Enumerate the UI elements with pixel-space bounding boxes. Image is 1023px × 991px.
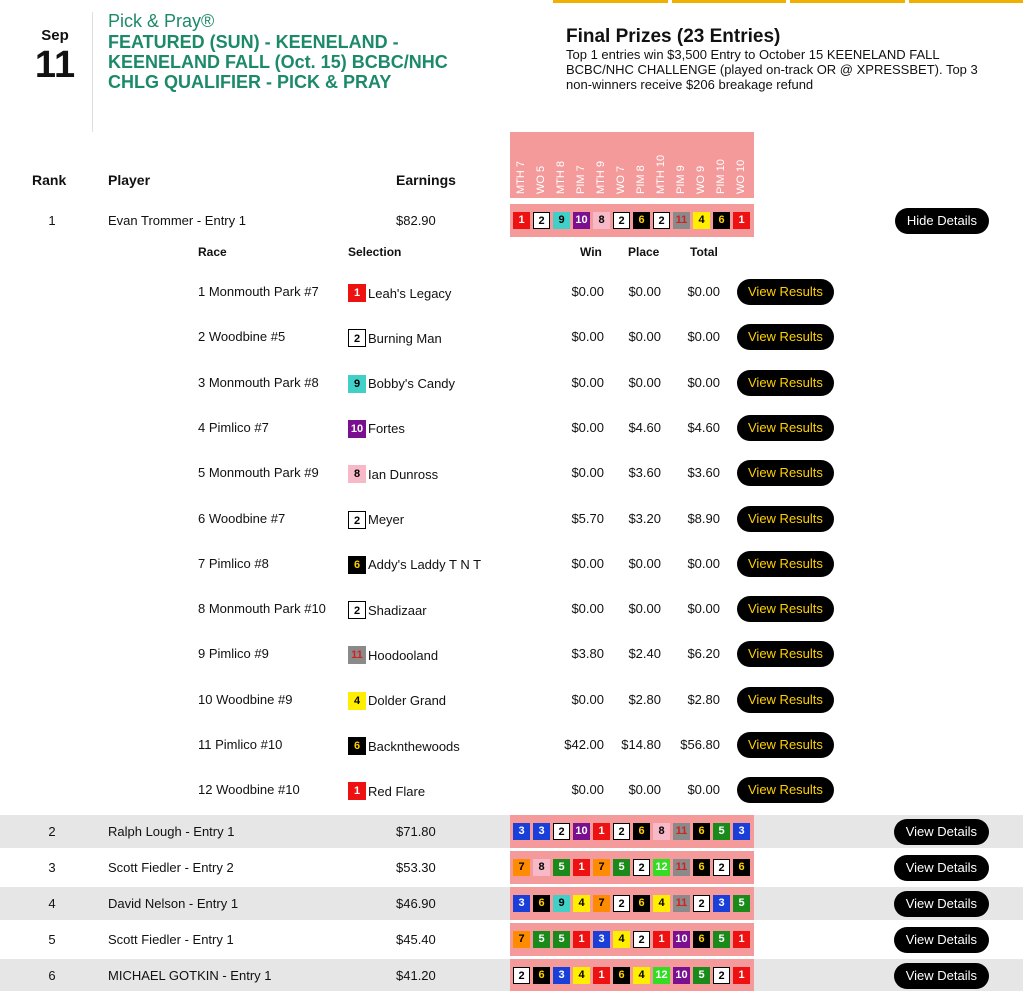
- leaderboard-row: [0, 204, 1023, 237]
- horse-name: Backnthewoods: [368, 738, 460, 754]
- total-payout: $3.60: [687, 465, 720, 481]
- earnings-value: $41.20: [396, 968, 436, 983]
- place-header: Place: [628, 245, 660, 259]
- program-number-badge: 7: [513, 931, 530, 948]
- horse-name: Shadizaar: [368, 602, 427, 618]
- detail-row: [0, 775, 1023, 805]
- race-name: 6 Woodbine #7: [198, 510, 286, 526]
- race-name: 5 Monmouth Park #9: [198, 465, 319, 481]
- win-payout: $0.00: [571, 284, 604, 299]
- earnings-value: $45.40: [396, 932, 436, 947]
- total-header: Total: [690, 245, 718, 259]
- program-number-badge: 5: [553, 859, 570, 876]
- program-number-badge: 2: [553, 823, 570, 840]
- race-column-header: [733, 132, 753, 198]
- horse-name: Red Flare: [368, 783, 426, 799]
- horse-name: Addy's Laddy T N T: [368, 557, 482, 573]
- picks-strip: [510, 204, 754, 237]
- program-number-badge: 2: [613, 823, 630, 840]
- total-payout: $0.00: [687, 555, 720, 571]
- program-number-badge: 2: [613, 212, 630, 229]
- total-payout: $4.60: [687, 419, 720, 435]
- selection: [348, 646, 438, 664]
- selection: [348, 465, 438, 483]
- race-column-label: WO 9: [695, 165, 707, 194]
- race-name: 8 Monmouth Park #10: [198, 601, 326, 617]
- program-number-badge: 5: [713, 823, 730, 840]
- race-column-label: MTH 8: [555, 161, 567, 194]
- program-number-badge: 9: [348, 375, 366, 393]
- race-name: 10 Woodbine #9: [198, 691, 293, 707]
- player-name: Scott Fiedler - Entry 2: [108, 860, 234, 875]
- leaderboard-row: [0, 851, 1023, 884]
- win-payout: $5.70: [571, 510, 604, 526]
- view-details-button[interactable]: View Details: [894, 963, 989, 989]
- earnings-value: $82.90: [396, 213, 436, 228]
- rank-value: 2: [48, 824, 56, 839]
- program-number-badge: 8: [653, 823, 670, 840]
- win-payout: $3.80: [571, 646, 604, 662]
- detail-row: [0, 639, 1023, 669]
- prizes-heading: Final Prizes (23 Entries): [566, 26, 781, 47]
- horse-name: Hoodooland: [368, 647, 439, 663]
- selection: [348, 737, 460, 755]
- view-results-button[interactable]: View Results: [737, 596, 834, 622]
- view-results-button[interactable]: View Results: [737, 370, 834, 396]
- program-number-badge: 11: [348, 646, 366, 664]
- race-column-header: [613, 132, 633, 198]
- win-payout: $0.00: [571, 555, 604, 571]
- program-number-badge: 5: [713, 931, 730, 948]
- race-column-label: PIM 9: [675, 165, 687, 194]
- detail-row: [0, 504, 1023, 534]
- total-payout: $2.80: [687, 691, 720, 707]
- earnings-value: $71.80: [396, 824, 436, 839]
- program-number-badge: 7: [593, 895, 610, 912]
- detail-row: [0, 730, 1023, 760]
- prizes-text: Top 1 entries win $3,500 Entry to October 15 KEENELAND FALL BCBC/NHC CHALLENGE (played on-track OR @ XPRESSBET). Top 3 non-winners receive $206 breakage refund: [566, 47, 978, 92]
- place-payout: $0.00: [628, 601, 661, 617]
- leaderboard-header: [0, 132, 1023, 198]
- place-payout: $3.20: [628, 510, 661, 526]
- view-results-button[interactable]: View Results: [737, 279, 834, 305]
- program-number-badge: 6: [633, 895, 650, 912]
- horse-name: Dolder Grand: [368, 693, 447, 709]
- selection: [348, 329, 442, 347]
- program-number-badge: 4: [573, 895, 590, 912]
- program-number-badge: 11: [673, 895, 690, 912]
- program-number-badge: 6: [693, 931, 710, 948]
- place-payout: $0.00: [628, 782, 661, 798]
- detail-row: [0, 458, 1023, 488]
- top-tab-strip: [553, 0, 1023, 3]
- program-number-badge: 2: [348, 511, 366, 529]
- horse-name: Burning Man: [368, 330, 442, 346]
- date-month: Sep: [41, 27, 69, 44]
- program-number-badge: 3: [513, 823, 530, 840]
- program-number-badge: 5: [733, 895, 750, 912]
- player-name: Scott Fiedler - Entry 1: [108, 932, 234, 947]
- race-name: 4 Pimlico #7: [198, 419, 269, 435]
- view-details-button[interactable]: View Details: [894, 927, 989, 953]
- leaderboard-row: [0, 923, 1023, 956]
- program-number-badge: 6: [613, 967, 630, 984]
- program-number-badge: 10: [573, 212, 590, 229]
- program-number-badge: 6: [533, 895, 550, 912]
- program-number-badge: 9: [553, 212, 570, 229]
- program-number-badge: 2: [633, 859, 650, 876]
- program-number-badge: 3: [533, 823, 550, 840]
- race-column-label: MTH 10: [655, 154, 667, 194]
- leaderboard-row: [0, 815, 1023, 848]
- race-name: 12 Woodbine #10: [198, 782, 300, 798]
- detail-row: [0, 549, 1023, 579]
- program-number-badge: 11: [673, 823, 690, 840]
- race-header: Race: [198, 245, 227, 259]
- program-number-badge: 8: [348, 465, 366, 483]
- program-number-badge: 10: [573, 823, 590, 840]
- win-payout: $0.00: [571, 465, 604, 481]
- program-number-badge: 1: [348, 782, 366, 800]
- program-number-badge: 1: [733, 212, 750, 229]
- program-number-badge: 6: [693, 823, 710, 840]
- picks-strip: [510, 815, 754, 848]
- selection: [348, 284, 451, 302]
- race-name: 3 Monmouth Park #8: [198, 374, 319, 390]
- program-number-badge: 2: [513, 967, 530, 984]
- race-column-label: PIM 10: [715, 159, 727, 194]
- selection: [348, 692, 446, 710]
- total-payout: $0.00: [687, 601, 720, 617]
- tab-indicator[interactable]: [909, 0, 1023, 3]
- view-results-button[interactable]: View Results: [737, 732, 834, 758]
- rank-value: 1: [48, 213, 56, 228]
- earnings-header: Earnings: [396, 172, 456, 188]
- program-number-badge: 1: [593, 823, 610, 840]
- race-column-label: WO 5: [535, 165, 547, 194]
- place-payout: $2.80: [628, 691, 661, 707]
- selection: [348, 601, 427, 619]
- place-payout: $0.00: [628, 374, 661, 390]
- program-number-badge: 6: [533, 967, 550, 984]
- player-name: MICHAEL GOTKIN - Entry 1: [108, 968, 272, 983]
- program-number-badge: 6: [348, 737, 366, 755]
- detail-row: [0, 685, 1023, 715]
- detail-row: [0, 277, 1023, 307]
- program-number-badge: 2: [653, 212, 670, 229]
- race-column-label: WO 7: [615, 165, 627, 194]
- rank-value: 5: [48, 932, 56, 947]
- detail-row: [0, 368, 1023, 398]
- leaderboard-row: [0, 959, 1023, 991]
- race-column-label: MTH 9: [595, 161, 607, 194]
- place-payout: $0.00: [628, 329, 661, 345]
- program-number-badge: 6: [713, 212, 730, 229]
- horse-name: Leah's Legacy: [368, 285, 452, 301]
- race-column-label: MTH 7: [515, 161, 527, 194]
- selection-header: Selection: [348, 245, 402, 259]
- program-number-badge: 1: [593, 967, 610, 984]
- place-payout: $14.80: [621, 737, 661, 752]
- horse-name: Bobby's Candy: [368, 376, 456, 392]
- win-header: Win: [580, 245, 602, 259]
- tab-indicator[interactable]: [553, 0, 668, 3]
- race-column-header: [533, 132, 553, 198]
- total-payout: $8.90: [687, 510, 720, 526]
- program-number-badge: 1: [653, 931, 670, 948]
- program-number-badge: 3: [593, 931, 610, 948]
- selection: [348, 375, 455, 393]
- program-number-badge: 6: [733, 859, 750, 876]
- program-number-badge: 6: [633, 212, 650, 229]
- program-number-badge: 2: [348, 329, 366, 347]
- earnings-value: $53.30: [396, 860, 436, 875]
- player-name: Evan Trommer - Entry 1: [108, 213, 246, 228]
- program-number-badge: 8: [533, 859, 550, 876]
- program-number-badge: 12: [653, 859, 670, 876]
- view-results-button[interactable]: View Results: [737, 641, 834, 667]
- program-number-badge: 1: [573, 859, 590, 876]
- place-payout: $0.00: [628, 284, 661, 299]
- selection: [348, 420, 405, 438]
- tab-indicator[interactable]: [672, 0, 787, 3]
- selection: [348, 511, 404, 529]
- race-name: 2 Woodbine #5: [198, 329, 286, 345]
- program-number-badge: 2: [533, 212, 550, 229]
- race-column-label: PIM 8: [635, 165, 647, 194]
- race-name: 1 Monmouth Park #7: [198, 284, 319, 299]
- program-number-badge: 2: [633, 931, 650, 948]
- picks-strip: [510, 959, 754, 991]
- view-results-button[interactable]: View Results: [737, 415, 834, 441]
- view-details-button[interactable]: View Details: [894, 891, 989, 917]
- selection: [348, 782, 425, 800]
- race-column-label: PIM 7: [575, 165, 587, 194]
- place-payout: $0.00: [628, 555, 661, 571]
- program-number-badge: 5: [693, 967, 710, 984]
- race-column-header: [713, 132, 733, 198]
- contest-title: [92, 12, 498, 132]
- program-number-badge: 2: [713, 967, 730, 984]
- win-payout: $0.00: [571, 419, 604, 435]
- program-number-badge: 11: [673, 212, 690, 229]
- race-column-header: [633, 132, 653, 198]
- view-results-button[interactable]: View Results: [737, 777, 834, 803]
- earnings-value: $46.90: [396, 896, 436, 911]
- program-number-badge: 6: [633, 823, 650, 840]
- program-number-badge: 4: [693, 212, 710, 229]
- detail-row: [0, 322, 1023, 352]
- program-number-badge: 1: [348, 284, 366, 302]
- player-name: Ralph Lough - Entry 1: [108, 824, 235, 839]
- race-column-header: [673, 132, 693, 198]
- win-payout: $0.00: [571, 691, 604, 707]
- contest-name: FEATURED (SUN) - KEENELAND - KEENELAND FALL (Oct. 15) BCBC/NHC CHLG QUALIFIER - PICK & PRAY: [108, 32, 448, 92]
- program-number-badge: 5: [613, 859, 630, 876]
- program-number-badge: 7: [593, 859, 610, 876]
- view-details-button[interactable]: View Details: [894, 819, 989, 845]
- win-payout: $0.00: [571, 329, 604, 345]
- program-number-badge: 7: [513, 859, 530, 876]
- program-number-badge: 1: [513, 212, 530, 229]
- picks-strip: [510, 923, 754, 956]
- date-day: 11: [34, 44, 76, 86]
- detail-row: [0, 413, 1023, 443]
- total-payout: $0.00: [687, 284, 720, 299]
- program-number-badge: 1: [733, 931, 750, 948]
- program-number-badge: 8: [593, 212, 610, 229]
- view-results-button[interactable]: View Results: [737, 460, 834, 486]
- program-number-badge: 3: [513, 895, 530, 912]
- program-number-badge: 3: [553, 967, 570, 984]
- race-column-header: [693, 132, 713, 198]
- race-name: 9 Pimlico #9: [198, 646, 269, 662]
- program-number-badge: 3: [733, 823, 750, 840]
- view-results-button[interactable]: View Results: [737, 324, 834, 350]
- program-number-badge: 2: [693, 895, 710, 912]
- program-number-badge: 1: [573, 931, 590, 948]
- program-number-badge: 4: [633, 967, 650, 984]
- race-column-label: WO 10: [735, 159, 747, 194]
- total-payout: $6.20: [687, 646, 720, 662]
- program-number-badge: 6: [693, 859, 710, 876]
- program-number-badge: 4: [613, 931, 630, 948]
- race-column-header: [593, 132, 613, 198]
- total-payout: $0.00: [687, 329, 720, 345]
- detail-row: [0, 594, 1023, 624]
- tab-indicator[interactable]: [790, 0, 905, 3]
- view-details-button[interactable]: View Details: [894, 855, 989, 881]
- rank-value: 4: [48, 896, 56, 911]
- program-number-badge: 4: [573, 967, 590, 984]
- program-number-badge: 10: [348, 420, 366, 438]
- picks-strip: [510, 887, 754, 920]
- program-number-badge: 9: [553, 895, 570, 912]
- total-payout: $0.00: [687, 782, 720, 798]
- contest-brand: Pick & Pray®: [108, 11, 215, 31]
- program-number-badge: 4: [348, 692, 366, 710]
- picks-strip: [510, 851, 754, 884]
- horse-name: Ian Dunross: [368, 466, 439, 482]
- total-payout: $0.00: [687, 374, 720, 390]
- selection: [348, 556, 481, 574]
- win-payout: $42.00: [564, 737, 604, 752]
- program-number-badge: 4: [653, 895, 670, 912]
- win-payout: $0.00: [571, 782, 604, 798]
- program-number-badge: 5: [553, 931, 570, 948]
- program-number-badge: 3: [713, 895, 730, 912]
- race-column-headers: [510, 132, 754, 198]
- hide-details-button[interactable]: Hide Details: [895, 208, 989, 234]
- place-payout: $2.40: [628, 646, 661, 662]
- contest-date: [30, 27, 80, 84]
- win-payout: $0.00: [571, 601, 604, 617]
- race-name: 7 Pimlico #8: [198, 555, 269, 571]
- program-number-badge: 10: [673, 967, 690, 984]
- player-name: David Nelson - Entry 1: [108, 896, 239, 911]
- program-number-badge: 2: [613, 895, 630, 912]
- race-column-header: [653, 132, 673, 198]
- rank-value: 6: [48, 968, 56, 983]
- program-number-badge: 10: [673, 931, 690, 948]
- horse-name: Fortes: [368, 421, 405, 437]
- race-column-header: [553, 132, 573, 198]
- place-payout: $3.60: [628, 465, 661, 481]
- program-number-badge: 11: [673, 859, 690, 876]
- view-results-button[interactable]: View Results: [737, 506, 834, 532]
- view-results-button[interactable]: View Results: [737, 551, 834, 577]
- rank-value: 3: [48, 860, 56, 875]
- program-number-badge: 2: [713, 859, 730, 876]
- total-payout: $56.80: [680, 737, 720, 752]
- horse-name: Meyer: [368, 512, 405, 527]
- program-number-badge: 5: [533, 931, 550, 948]
- rank-header: Rank: [32, 172, 67, 188]
- race-column-header: [513, 132, 533, 198]
- leaderboard-row: [0, 887, 1023, 920]
- race-column-header: [573, 132, 593, 198]
- program-number-badge: 6: [348, 556, 366, 574]
- program-number-badge: 12: [653, 967, 670, 984]
- race-name: 11 Pimlico #10: [198, 737, 283, 752]
- win-payout: $0.00: [571, 374, 604, 390]
- program-number-badge: 2: [348, 601, 366, 619]
- view-results-button[interactable]: View Results: [737, 687, 834, 713]
- final-prizes: [566, 27, 986, 92]
- player-header: Player: [108, 172, 151, 188]
- place-payout: $4.60: [628, 419, 661, 435]
- program-number-badge: 1: [733, 967, 750, 984]
